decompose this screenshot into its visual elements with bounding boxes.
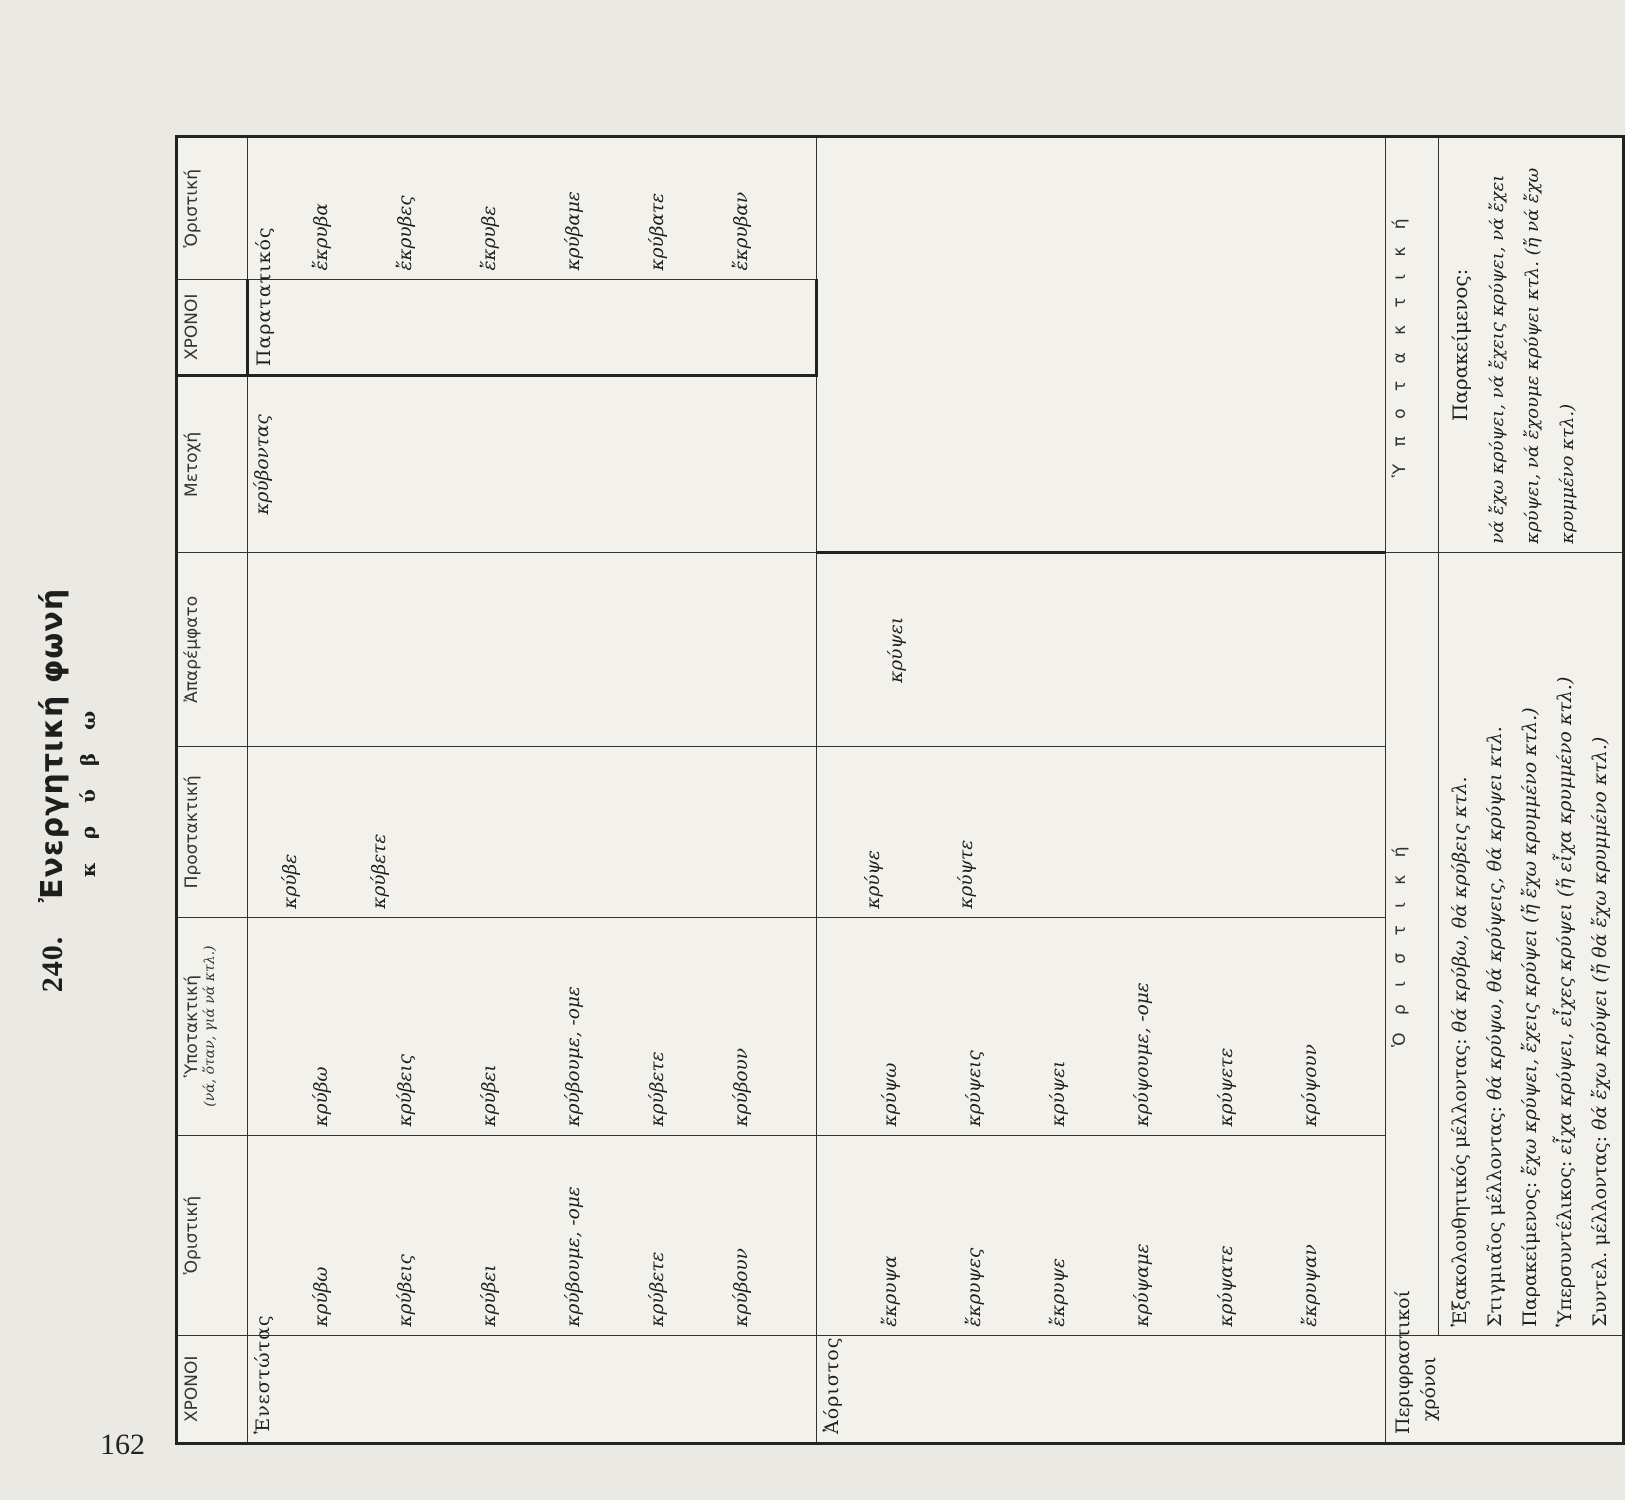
periphrastic-subjunctive-cell xyxy=(1439,137,1624,553)
aorist-indicative-cell xyxy=(817,1135,1386,1335)
header-subjunctive-label: Ὑποτακτική xyxy=(182,975,202,1078)
tense-name: Ὑπερσυντέλικος: xyxy=(1554,1160,1576,1327)
periphrastic-subjunctive-title: Παρακείμενος: xyxy=(1448,268,1472,422)
imperfect-indicative-cell xyxy=(248,137,817,280)
periphrastic-label-row xyxy=(1386,137,1439,1444)
aorist-infinitive: κρύψει xyxy=(886,616,907,683)
form: κρύβεις xyxy=(395,1254,416,1327)
form: κρύβουν xyxy=(731,1047,752,1127)
periphrastic-line xyxy=(1513,561,1548,1327)
tense-forms: ἔχω κρύψει, ἔχεις κρύψει (ἤ ἔχω κρυμμένο κτλ.) xyxy=(1519,707,1541,1176)
form: κρύψετε xyxy=(1216,1047,1237,1127)
present-subjunctive-cell xyxy=(248,917,817,1135)
periphrastic-subjunctive-label: Ὑ π ο τ α κ τ ι κ ή xyxy=(1386,137,1439,553)
form: ἔκρυψαν xyxy=(1300,1244,1321,1327)
form: κρύψατε xyxy=(1216,1245,1237,1327)
header-subjunctive xyxy=(177,917,248,1135)
form: κρύβουν xyxy=(731,1248,752,1327)
form: κρύψουν xyxy=(1300,1044,1321,1127)
tense-name: Ἐξακολουθητικός μέλλοντας: xyxy=(1449,1038,1471,1327)
periphrastic-line xyxy=(1583,561,1618,1327)
periphrastic-line xyxy=(1548,561,1583,1327)
aorist-subjunctive-cell xyxy=(817,917,1386,1135)
form: κρύψω xyxy=(880,1062,901,1127)
form: κρύβω xyxy=(311,1066,332,1127)
tense-name: Παρακείμενος: xyxy=(1519,1181,1541,1327)
form: ἔκρυβες xyxy=(395,195,416,271)
periphrastic-forms-row xyxy=(1439,137,1624,1444)
form: κρύβεις xyxy=(395,1054,416,1127)
form: κρύψεις xyxy=(964,1050,985,1127)
section-title: Ἐνεργητική φωνή xyxy=(35,587,70,903)
present-infinitive-cell xyxy=(248,552,817,746)
form: κρύψαμε xyxy=(1132,1243,1153,1327)
form: κρύβω xyxy=(311,1266,332,1327)
tense-present-label: Ἐνεστώτας xyxy=(248,1335,817,1443)
section-heading xyxy=(35,135,100,1445)
form: ἔκρυψε xyxy=(1048,1258,1069,1327)
form: κρύψουμε, -ομε xyxy=(1132,982,1153,1127)
present-indicative-cell xyxy=(248,1135,817,1335)
form: κρύβει xyxy=(479,1064,500,1127)
present-imperative-sg: κρύβε xyxy=(280,853,301,909)
form: κρύβει xyxy=(479,1264,500,1327)
periphrastic-indicative-cell xyxy=(1439,552,1624,1335)
aorist-row xyxy=(817,137,1386,1444)
header-indicative: Ὁριστική xyxy=(177,1135,248,1335)
form: ἔκρυβε xyxy=(479,205,500,271)
header-infinitive: Ἀπαρέμφατο xyxy=(177,552,248,746)
header-indicative-2: Ὁριστική xyxy=(177,137,248,280)
header-tenses: ΧΡΟΝΟΙ xyxy=(177,1335,248,1443)
form: ἔκρυψα xyxy=(880,1255,901,1327)
form: κρύψει xyxy=(1048,1060,1069,1127)
tense-imperfect-label: Παρατατικός xyxy=(248,279,817,376)
header-participle: Μετοχή xyxy=(177,376,248,553)
form: κρύβουμε, -ομε xyxy=(563,986,584,1127)
header-tenses-2: ΧΡΟΝΟΙ xyxy=(177,279,248,376)
aorist-imperative-pl: κρύψτε xyxy=(956,839,977,909)
tense-name: Στιγμιαῖος μέλλοντας: xyxy=(1484,1106,1506,1327)
section-number: 240. xyxy=(36,935,69,993)
header-subjunctive-note: (νά, ὅταν, γιά νά κτλ.) xyxy=(202,945,218,1107)
header-imperative: Προστακτική xyxy=(177,746,248,917)
periphrastic-label: Περιφραστικοί χρόνοι xyxy=(1386,1335,1624,1443)
aorist-empty-cell xyxy=(817,137,1386,553)
present-participle: κρύβοντας xyxy=(252,414,273,515)
form: κρύβαμε xyxy=(563,191,584,271)
tense-forms: θά κρύψω, θά κρύψεις, θά κρύψει κτλ. xyxy=(1484,726,1506,1101)
aorist-infinitive-cell xyxy=(817,552,1386,746)
verb-heading: κ ρ ύ β ω xyxy=(76,702,100,878)
tense-forms: θά κρύβω, θά κρύβεις κτλ. xyxy=(1449,776,1471,1033)
aorist-imperative-sg: κρύψε xyxy=(863,850,884,909)
tense-forms: εἶχα κρύψει, εἶχες κρύψει (ἤ εἶχα κρυμμένο κτλ.) xyxy=(1554,676,1576,1155)
page-number: 162 xyxy=(100,1428,145,1461)
periphrastic-indicative-label: Ὁ ρ ι σ τ ι κ ή xyxy=(1386,552,1439,1335)
present-imperative-pl: κρύβετε xyxy=(369,833,390,909)
periphrastic-subjunctive-text: νά ἔχω κρύψει, νά ἔχεις κρύψει, νά ἔχει κρύψει, νά ἔχουμε κρύψει κτλ. (ἤ νά ἔχω κρυμμένο κτλ.) xyxy=(1487,167,1578,544)
present-participle-cell xyxy=(248,376,817,553)
form: κρύβουμε, -ομε xyxy=(563,1186,584,1327)
present-row xyxy=(248,137,817,1444)
form: κρύβετε xyxy=(647,1251,668,1327)
present-imperative-cell xyxy=(248,746,817,917)
conjugation-table xyxy=(175,135,1625,1445)
form: κρύβατε xyxy=(647,192,668,271)
tense-name: Συντελ. μέλλοντας: xyxy=(1589,1136,1611,1327)
tense-aorist-label: Ἀόριστος xyxy=(817,1335,1386,1443)
form: ἔκρυβαν xyxy=(731,191,752,271)
form: ἔκρυψες xyxy=(964,1247,985,1327)
periphrastic-line xyxy=(1443,561,1478,1327)
tense-forms: θά ἔχω κρύψει (ἤ θά ἔχω κρυμμένο κτλ.) xyxy=(1589,736,1611,1130)
form: ἔκρυβα xyxy=(311,203,332,271)
form: κρύβετε xyxy=(647,1051,668,1127)
aorist-imperative-cell xyxy=(817,746,1386,917)
header-row xyxy=(177,137,248,1444)
periphrastic-line xyxy=(1478,561,1513,1327)
